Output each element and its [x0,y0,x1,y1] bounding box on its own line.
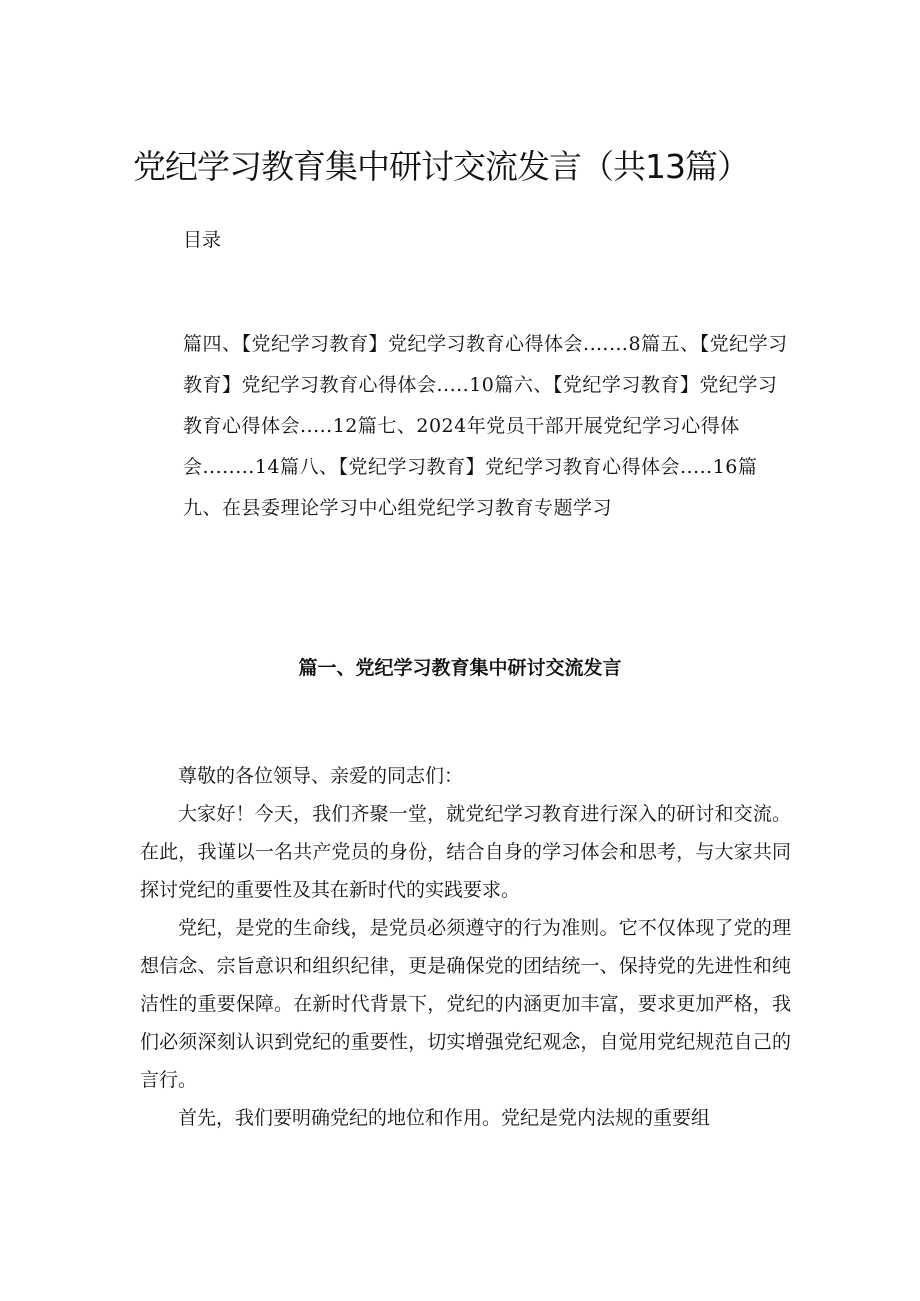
body-paragraph: 大家好！今天，我们齐聚一堂，就党纪学习教育进行深入的研讨和交流。在此，我谨以一名共产党员的身份，结合自身的学习体会和思考，与大家共同探讨党纪的重要性及其在新时代的实践要求。 [140,803,791,901]
document-title: 党纪学习教育集中研讨交流发言（共13篇） [133,147,749,186]
salutation-paragraph: 尊敬的各位领导、亲爱的同志们： [178,765,464,787]
section-title: 篇一、党纪学习教育集中研讨交流发言 [298,657,622,679]
body-text [140,757,791,1137]
toc-heading: 目录 [183,229,222,251]
body-paragraph: 首先，我们要明确党纪的地位和作用。党纪是党内法规的重要组 [178,1107,711,1129]
body-paragraph: 党纪，是党的生命线，是党员必须遵守的行为准则。它不仅体现了党的理想信念、宗旨意识和组织纪律，更是确保党的团结统一、保持党的先进性和纯洁性的重要保障。在新时代背景下，党纪的内涵更加丰富，要求更加严格，我们必须深刻认识到党纪的重要性，切实增强党纪观念，自觉用党纪规范自己的言行。 [140,917,791,1091]
toc-entries: 篇四、【党纪学习教育】党纪学习教育心得体会.……8篇五、【党纪学习教育】党纪学习教育心得体会.....10篇六、【党纪学习教育】党纪学习教育心得体会.....12篇七、2024年党员干部开展党纪学习心得体会........14篇八、【党纪学习教育】党纪学习教育心得体会.....16篇九、在县委理论学习中心组党纪学习教育专题学习 [183,333,788,519]
